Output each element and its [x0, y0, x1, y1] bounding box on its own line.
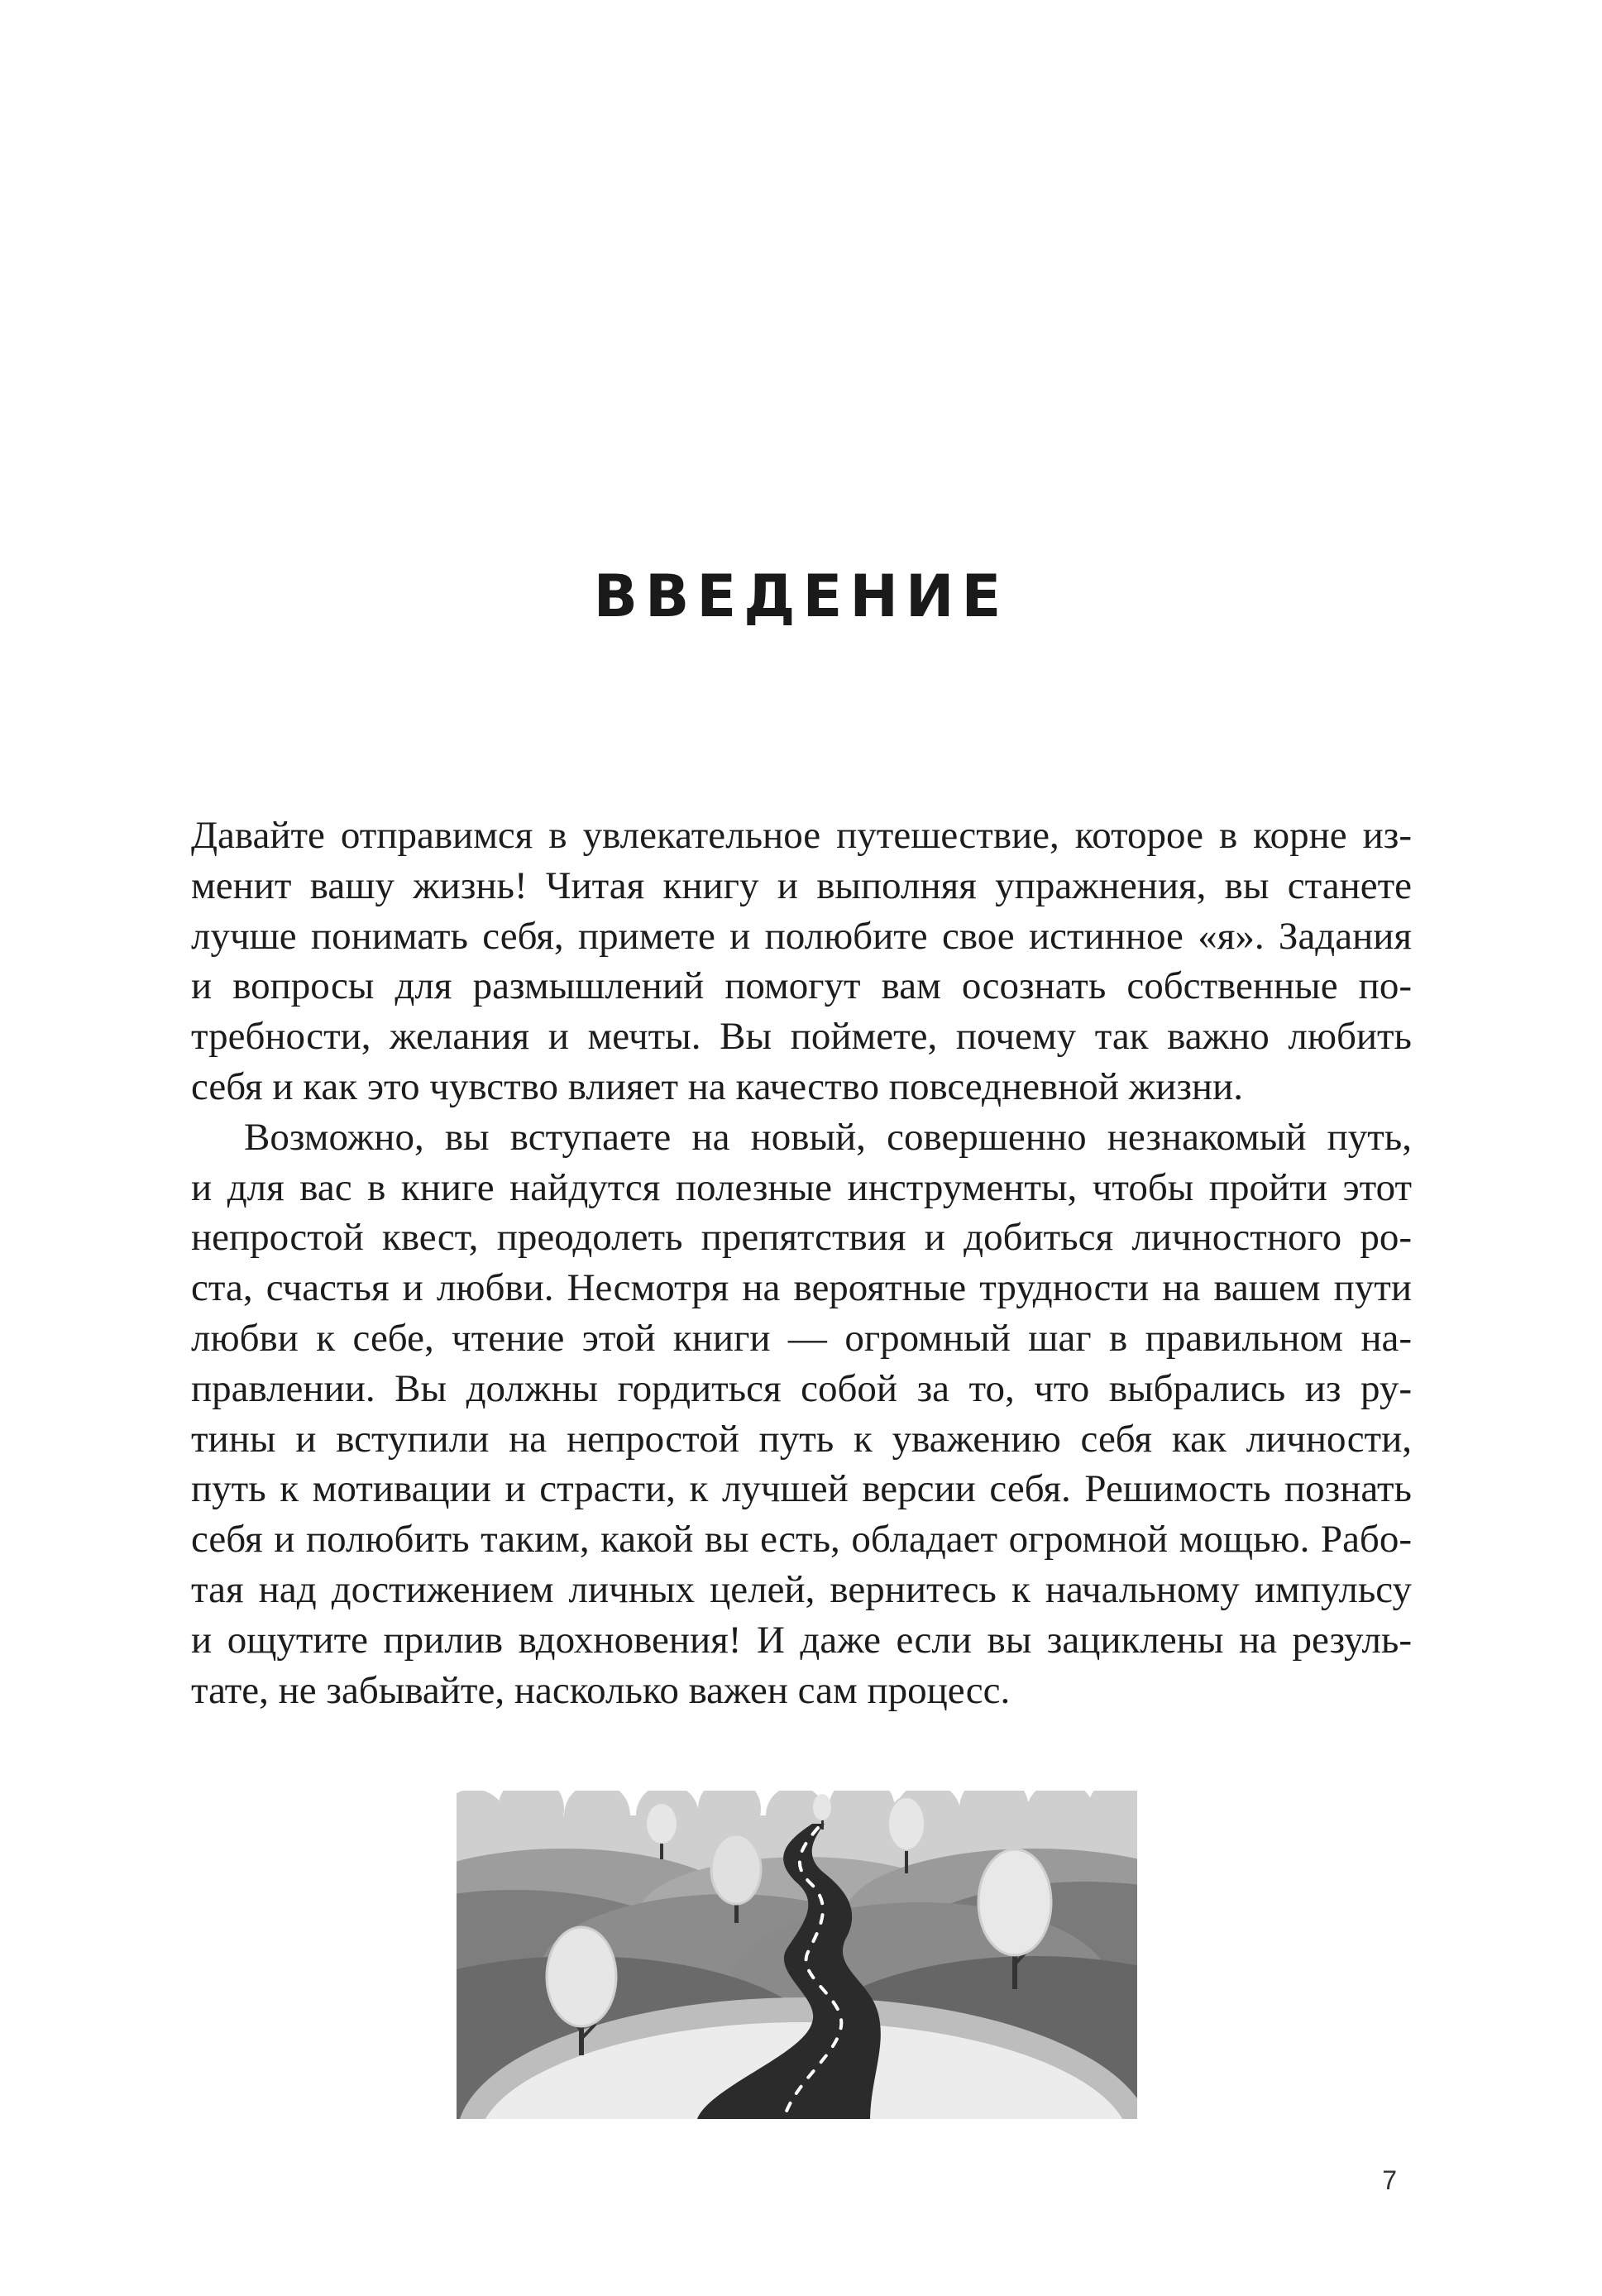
text-line: себя и полюбить таким, какой вы есть, обладает огромной мощью. Рабо-: [191, 1518, 1412, 1562]
body-text: [191, 811, 1412, 1715]
text-line: тате, не забывайте, насколько важен сам процесс.: [191, 1668, 1011, 1712]
text-line: тая над достижением личных целей, вернитесь к начальному импульсу: [191, 1567, 1412, 1611]
road-through-hills-illustration: [457, 1791, 1137, 2119]
text-line: Возможно, вы вступаете на новый, совершенно незнакомый путь,: [244, 1115, 1412, 1159]
text-line: тины и вступили на непростой путь к уважению себя как личности,: [191, 1417, 1412, 1461]
text-line: и вопросы для размышлений помогут вам осознать собственные по-: [191, 964, 1412, 1008]
page-number: 7: [1382, 2165, 1397, 2195]
text-line: ста, счастья и любви. Несмотря на вероятные трудности на вашем пути: [191, 1266, 1412, 1310]
text-line: правлении. Вы должны гордиться собой за то, что выбрались из ру-: [191, 1366, 1412, 1410]
text-line: любви к себе, чтение этой книги — огромный шаг в правильном на-: [191, 1316, 1412, 1360]
text-line: Давайте отправимся в увлекательное путешествие, которое в корне из-: [191, 814, 1412, 857]
text-line: себя и как это чувство влияет на качество повседневной жизни.: [191, 1064, 1243, 1108]
text-line: требности, желания и мечты. Вы поймете, почему так важно любить: [191, 1015, 1412, 1059]
chapter-title: ВВЕДЕНИЕ: [593, 562, 1009, 630]
text-line: и для вас в книге найдутся полезные инструменты, чтобы пройти этот: [191, 1165, 1412, 1209]
text-line: и ощутите прилив вдохновения! И даже если вы зациклены на резуль-: [191, 1618, 1412, 1662]
text-line: менит вашу жизнь! Читая книгу и выполняя упражнения, вы станете: [191, 863, 1412, 907]
text-line: лучше понимать себя, примете и полюбите свое истинное «я». Задания: [191, 914, 1412, 958]
text-line: путь к мотивации и страсти, к лучшей версии себя. Решимость познать: [191, 1467, 1412, 1511]
text-line: непростой квест, преодолеть препятствия и добиться личностного ро-: [191, 1216, 1412, 1260]
